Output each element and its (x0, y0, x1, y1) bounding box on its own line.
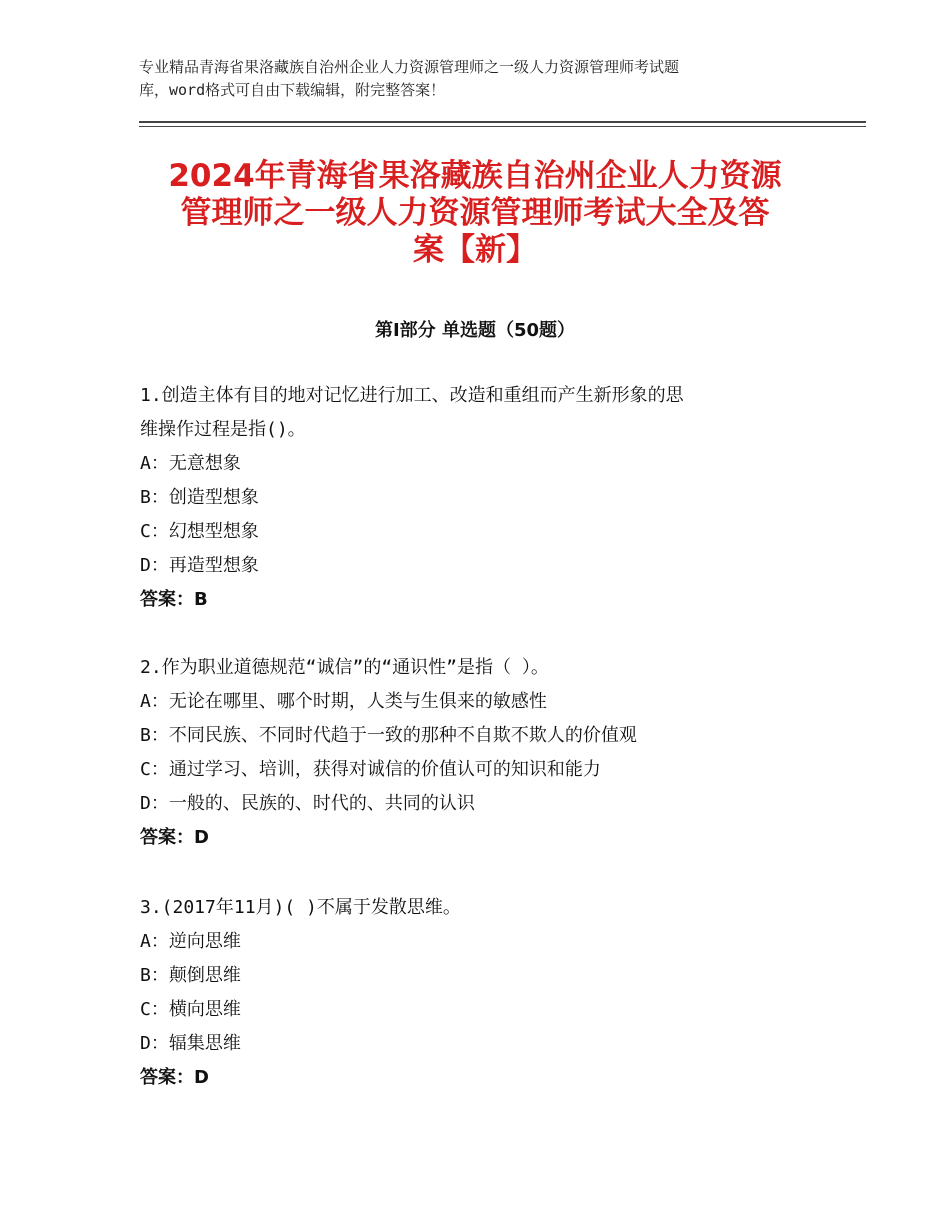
option-c: C：幻想型想象 (140, 521, 259, 542)
question-stem-line: 1.创造主体有目的地对记忆进行加工、改造和重组而产生新形象的思 (140, 385, 684, 406)
option-d: D：辐集思维 (140, 1033, 241, 1054)
title-line: 案【新】 (413, 232, 537, 268)
document-title (120, 158, 830, 269)
question-stem-line: 3.(2017年11月)( )不属于发散思维。 (140, 897, 461, 918)
title-line: 管理师之一级人力资源管理师考试大全及答 (180, 195, 770, 231)
option-d: D：再造型想象 (140, 555, 259, 576)
question-1 (140, 379, 820, 617)
question-stem (140, 891, 820, 925)
title-line: 2024年青海省果洛藏族自治州企业人力资源 (168, 158, 782, 194)
header-divider (139, 121, 866, 123)
section-title: 第Ⅰ部分 单选题（50题） (374, 320, 575, 341)
header-note (139, 56, 839, 102)
option-a: A：无意想象 (140, 453, 241, 474)
option-a: A：逆向思维 (140, 931, 241, 952)
option-c: C：横向思维 (140, 999, 241, 1020)
header-note-line: 专业精品青海省果洛藏族自治州企业人力资源管理师之一级人力资源管理师考试题 (139, 58, 680, 76)
question-3 (140, 891, 820, 1095)
option-b: B：不同民族、不同时代趋于一致的那种不自欺不欺人的价值观 (140, 725, 637, 746)
header-note-line: 库，word格式可自由下载编辑，附完整答案！ (139, 81, 446, 99)
answer: 答案：B (140, 589, 208, 610)
question-stem-line: 维操作过程是指()。 (140, 419, 306, 440)
option-d: D：一般的、民族的、时代的、共同的认识 (140, 793, 475, 814)
option-c: C：通过学习、培训，获得对诚信的价值认可的知识和能力 (140, 759, 601, 780)
question-stem (140, 651, 820, 685)
answer: 答案：D (140, 827, 209, 848)
answer: 答案：D (140, 1067, 209, 1088)
question-stem (140, 379, 820, 447)
option-a: A：无论在哪里、哪个时期，人类与生俱来的敏感性 (140, 691, 547, 712)
option-b: B：创造型想象 (140, 487, 259, 508)
header-divider-thin (139, 126, 866, 127)
question-2 (140, 651, 820, 855)
option-b: B：颠倒思维 (140, 965, 241, 986)
question-stem-line: 2.作为职业道德规范“诚信”的“通识性”是指（ ）。 (140, 657, 549, 678)
